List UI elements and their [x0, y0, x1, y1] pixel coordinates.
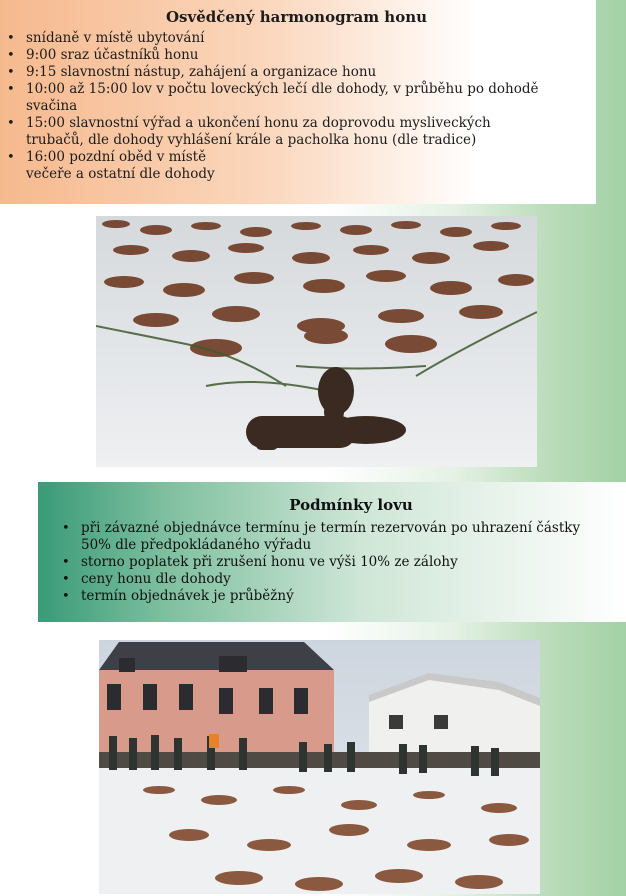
list-item: • 10:00 až 15:00 lov v počtu loveckých lečí dle dohody, v průběhu po dohodě svačina: [7, 81, 586, 115]
schedule-title: Osvědčený harmonogram honu: [165, 8, 428, 26]
conditions-title: Podmínky lovu: [289, 496, 413, 514]
list-item: • termín objednávek je průběžný: [54, 588, 618, 605]
conditions-list: [54, 520, 618, 605]
list-item: • 15:00 slavnostní výřad a ukončení honu za doprovodu mysliveckých trubačů, dle dohody vyhlášení krále a pacholka honu (dle tradice): [7, 115, 586, 149]
conditions-panel: [38, 482, 626, 622]
photo-dog-with-pheasants: [96, 216, 537, 467]
list-item: • při závazné objednávce termínu je termín rezervován po uhrazení částky 50% dle předpokládaného výřadu: [54, 520, 618, 554]
list-item: • storno poplatek při zrušení honu ve výši 10% ze zálohy: [54, 554, 618, 571]
list-item: • 9:15 slavnostní nástup, zahájení a organizace honu: [7, 64, 586, 81]
list-item: • 9:00 sraz účastníků honu: [7, 47, 586, 64]
schedule-list: [7, 30, 586, 183]
chateau-hunt-photo-illustration: [99, 640, 540, 894]
photo-hunt-at-chateau: [99, 640, 540, 894]
dog-pheasant-photo-illustration: [96, 216, 537, 467]
list-item: • ceny honu dle dohody: [54, 571, 618, 588]
schedule-panel: [0, 0, 596, 204]
list-item: • snídaně v místě ubytování: [7, 30, 586, 47]
list-item: • 16:00 pozdní oběd v místě večeře a ostatní dle dohody: [7, 149, 586, 183]
